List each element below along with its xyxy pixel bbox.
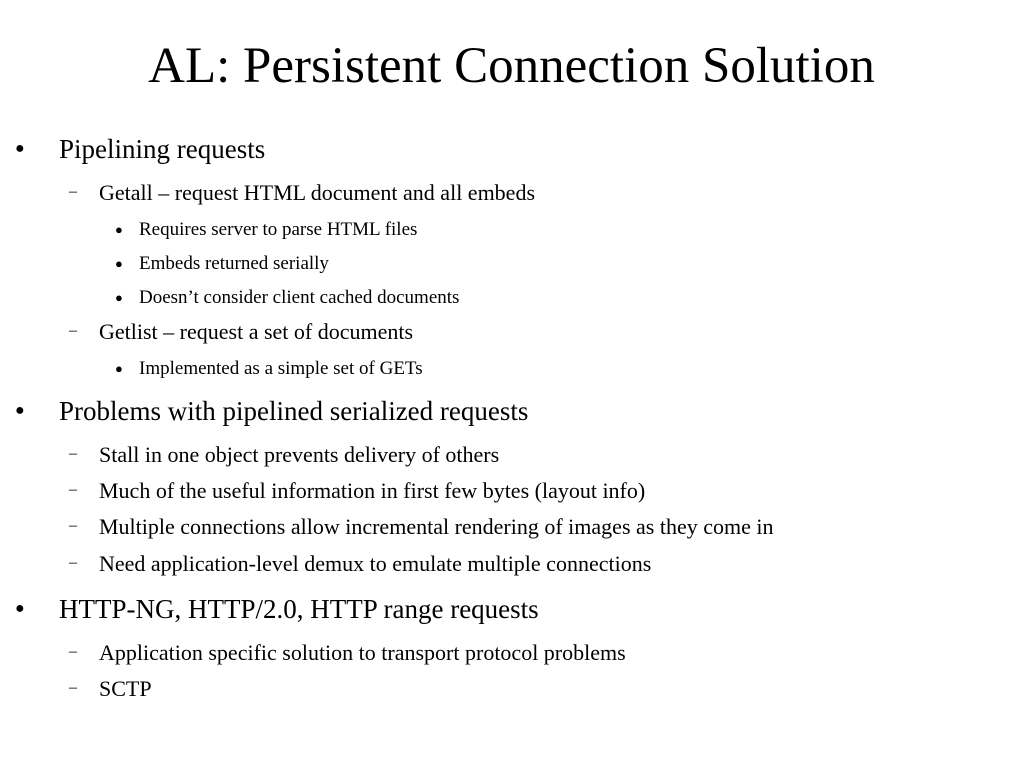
bullet-marker: ● xyxy=(115,361,123,376)
dash-marker: – xyxy=(69,679,77,696)
sub-bullet-text: Need application-level demux to emulate multiple connections xyxy=(99,551,652,576)
sub-sub-bullet-text: Implemented as a simple set of GETs xyxy=(139,358,423,379)
dash-marker: – xyxy=(69,183,77,200)
bullet-item xyxy=(15,395,529,427)
sub-sub-bullet-item xyxy=(115,253,329,275)
bullet-marker: ● xyxy=(115,222,123,237)
bullet-marker: ● xyxy=(15,600,25,617)
sub-bullet-item xyxy=(69,319,414,345)
bullet-marker: ● xyxy=(115,290,123,305)
sub-bullet-item xyxy=(69,180,536,206)
dash-marker: – xyxy=(69,481,77,498)
sub-bullet-item xyxy=(69,514,774,540)
sub-bullet-text: Multiple connections allow incremental rendering of images as they come in xyxy=(99,514,774,539)
dash-marker: – xyxy=(69,322,77,339)
sub-bullet-text: Stall in one object prevents delivery of others xyxy=(99,442,500,467)
bullet-marker: ● xyxy=(15,140,25,157)
bullet-text: HTTP-NG, HTTP/2.0, HTTP range requests xyxy=(59,594,539,624)
sub-bullet-text: Getall – request HTML document and all embeds xyxy=(99,180,536,205)
bullet-item xyxy=(15,593,539,625)
sub-bullet-item xyxy=(69,640,626,666)
sub-sub-bullet-text: Embeds returned serially xyxy=(139,253,329,274)
dash-marker: – xyxy=(69,445,77,462)
dash-marker: – xyxy=(69,517,77,534)
sub-bullet-text: SCTP xyxy=(99,676,152,701)
sub-bullet-text: Much of the useful information in first few bytes (layout info) xyxy=(99,478,646,503)
sub-bullet-text: Getlist – request a set of documents xyxy=(99,319,414,344)
bullet-marker: ● xyxy=(15,402,25,419)
dash-marker: – xyxy=(69,643,77,660)
sub-bullet-item xyxy=(69,478,646,504)
sub-sub-bullet-item xyxy=(115,219,418,241)
slide-title: AL: Persistent Connection Solution xyxy=(148,38,875,94)
sub-sub-bullet-item xyxy=(115,358,423,380)
bullet-marker: ● xyxy=(115,256,123,271)
dash-marker: – xyxy=(69,554,77,571)
sub-sub-bullet-text: Requires server to parse HTML files xyxy=(139,219,418,240)
sub-sub-bullet-text: Doesn’t consider client cached documents xyxy=(139,287,460,308)
bullet-text: Pipelining requests xyxy=(59,134,266,164)
bullet-item xyxy=(15,133,266,165)
sub-bullet-item xyxy=(69,442,500,468)
sub-bullet-item xyxy=(69,676,152,702)
sub-bullet-text: Application specific solution to transport protocol problems xyxy=(99,640,626,665)
sub-sub-bullet-item xyxy=(115,287,460,309)
bullet-text: Problems with pipelined serialized requests xyxy=(59,396,529,426)
sub-bullet-item xyxy=(69,551,652,577)
